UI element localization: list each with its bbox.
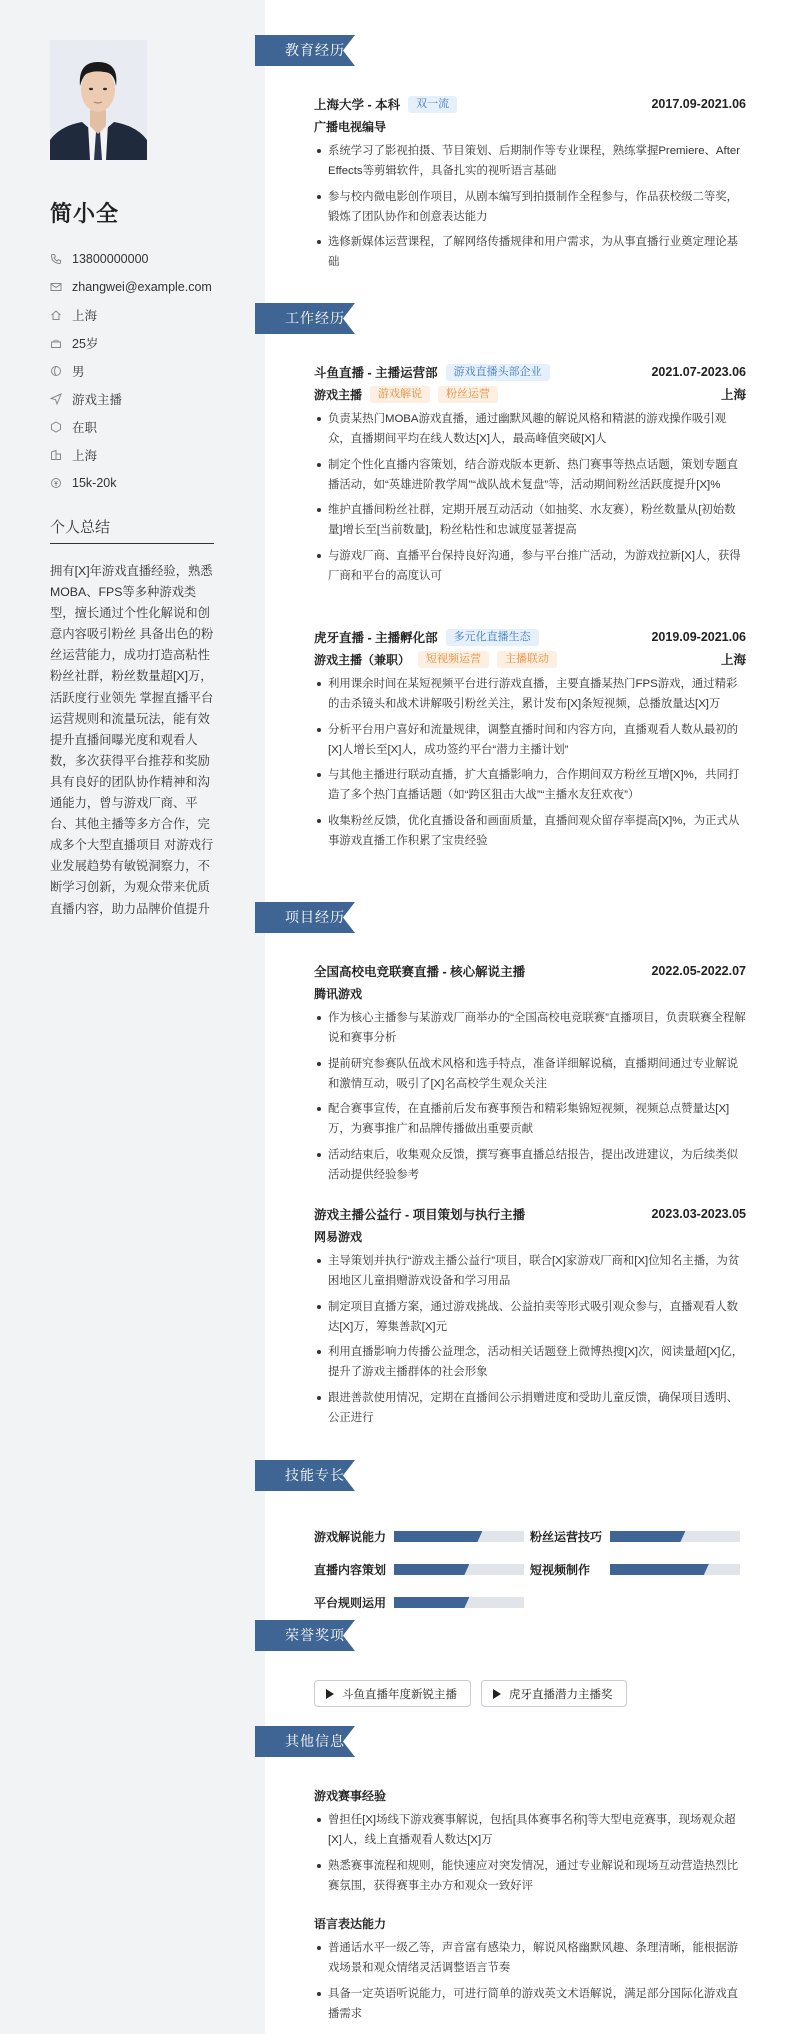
list-item: 普通话水平一级乙等，声音富有感染力，解说风格幽默风趣、条理清晰，能根据游戏场景和观众情绪灵活调整语言节奏: [314, 1938, 746, 1979]
skill-bar: [394, 1597, 524, 1608]
info-salary: [50, 469, 250, 497]
work-bullets: [314, 674, 746, 851]
skill-name: 平台规则运用: [314, 1596, 387, 1610]
other-entry-1: [314, 1784, 746, 1901]
skill-bar-fill: [394, 1597, 469, 1608]
skill-bar-fill: [610, 1564, 709, 1575]
section-title-other: 其他信息: [285, 1733, 345, 1749]
project-entry-1: [314, 960, 746, 1190]
info-phone: [50, 245, 250, 273]
role-tag: 主播联动: [497, 651, 557, 668]
info-location: [50, 301, 250, 329]
award-badge: [481, 1680, 627, 1707]
gender-text: 男: [72, 365, 85, 379]
work-entry-1: [314, 361, 746, 591]
project-org: 网易游戏: [314, 1229, 363, 1244]
list-item: 配合赛事宣传，在直播前后发布赛事预告和精彩集锦短视频，视频总点赞量达[X]万，为赛事推广和品牌传播做出重要贡献: [314, 1099, 746, 1140]
section-title-skills: 技能专长: [285, 1467, 345, 1483]
other-subtitle: 游戏赛事经验: [314, 1788, 387, 1803]
work-bullets: [314, 409, 746, 586]
list-item: 与游戏厂商、直播平台保持良好沟通，参与平台推广活动，为游戏拉新[X]人，获得厂商和平台的高度认可: [314, 546, 746, 587]
salary-icon: [50, 477, 62, 489]
company-tag: 多元化直播生态: [446, 629, 539, 646]
project-org: 腾讯游戏: [314, 986, 363, 1001]
skill-item: [314, 1528, 530, 1545]
section-header-projects: [255, 902, 355, 933]
play-triangle-icon: [326, 1689, 334, 1699]
avatar: [50, 40, 147, 160]
list-item: 利用课余时间在某短视频平台进行游戏直播，主要直播某热门FPS游戏，通过精彩的击杀镜头和战术讲解吸引粉丝关注，累计发布[X]条短视频，总播放量达[X]万: [314, 674, 746, 715]
skill-item: [530, 1528, 746, 1545]
job-role: 游戏主播（兼职）: [314, 652, 411, 667]
candidate-name: 简小全: [50, 201, 120, 226]
section-header-skills: [255, 1460, 355, 1491]
email-text: zhangwei@example.com: [72, 280, 212, 294]
summary-divider: [50, 543, 214, 544]
status-icon: [50, 421, 62, 433]
list-item: 与其他主播进行联动直播，扩大直播影响力，合作期间双方粉丝互增[X]%，共同打造了多个热门直播话题（如“跨区狙击大战”“主播水友狂欢夜”）: [314, 765, 746, 806]
major: 广播电视编导: [314, 119, 387, 134]
info-age: [50, 329, 250, 357]
section-title-projects: 项目经历: [285, 909, 345, 925]
section-header-education: [255, 35, 355, 66]
phone-icon: [50, 253, 62, 265]
list-item: 作为核心主播参与某游戏厂商举办的“全国高校电竞联赛”直播项目，负责联赛全程解说和赛事分析: [314, 1008, 746, 1049]
education-date: 2017.09-2021.06: [651, 97, 746, 111]
education-bullets: [314, 141, 746, 273]
list-item: 制定项目直播方案，通过游戏挑战、公益拍卖等形式吸引观众参与，直播观看人数达[X]万，筹集善款[X]元: [314, 1297, 746, 1338]
list-item: 参与校内微电影创作项目，从剧本编写到拍摄制作全程参与，作品获校级二等奖，锻炼了团队协作和创意表达能力: [314, 187, 746, 228]
email-icon: [50, 281, 62, 293]
list-item: 活动结束后，收集观众反馈，撰写赛事直播总结报告，提出改进建议，为后续类似活动提供经验参考: [314, 1145, 746, 1186]
company-name: 虎牙直播 - 主播孵化部: [314, 631, 438, 645]
list-item: 曾担任[X]场线下游戏赛事解说，包括[具体赛事名称]等大型电竞赛事，现场观众超[X]人，线上直播观看人数达[X]万: [314, 1810, 746, 1851]
status-text: 在职: [72, 421, 98, 435]
skill-name: 直播内容策划: [314, 1563, 387, 1577]
work-date: 2021.07-2023.06: [651, 365, 746, 379]
skill-bar: [394, 1531, 524, 1542]
gender-icon: [50, 365, 62, 377]
award-badge: [314, 1680, 471, 1707]
location-icon: [50, 309, 62, 321]
skill-name: 游戏解说能力: [314, 1530, 387, 1544]
work-date: 2019.09-2021.06: [651, 630, 746, 644]
skill-bar: [394, 1564, 524, 1575]
list-item: 具备一定英语听说能力，可进行简单的游戏英文术语解说，满足部分国际化游戏直播需求: [314, 1984, 746, 2025]
skill-bar: [610, 1564, 740, 1575]
project-date: 2022.05-2022.07: [651, 964, 746, 978]
skill-bar-fill: [394, 1564, 469, 1575]
skill-item: [314, 1561, 530, 1578]
city-icon: [50, 449, 62, 461]
awards-list: [314, 1680, 637, 1707]
list-item: 收集粉丝反馈，优化直播设备和画面质量，直播间观众留存率提高[X]%，为正式从事游戏直播工作积累了宝贵经验: [314, 811, 746, 852]
age-icon: [50, 337, 62, 349]
skill-bar-fill: [394, 1531, 482, 1542]
role-tag: 游戏解说: [370, 386, 430, 403]
skill-name: 粉丝运营技巧: [530, 1530, 603, 1544]
work-city: 上海: [720, 653, 746, 667]
project-bullets: [314, 1251, 746, 1428]
play-triangle-icon: [493, 1689, 501, 1699]
list-item: 系统学习了影视拍摄、节目策划、后期制作等专业课程，熟练掌握Premiere、After Effects等剪辑软件，具备扎实的视听语言基础: [314, 141, 746, 182]
location-text: 上海: [72, 309, 98, 323]
list-item: 跟进善款使用情况，定期在直播间公示捐赠进度和受助儿童反馈，确保项目透明、公正进行: [314, 1388, 746, 1429]
age-text: 25岁: [72, 337, 99, 351]
section-title-work: 工作经历: [285, 310, 345, 326]
target-job-text: 游戏主播: [72, 393, 123, 407]
work-entry-2: [314, 626, 746, 856]
project-title: 游戏主播公益行 - 项目策划与执行主播: [314, 1208, 526, 1222]
role-tag: 短视频运营: [418, 651, 489, 668]
section-header-awards: [255, 1620, 355, 1651]
other-bullets: [314, 1810, 746, 1896]
list-item: 主导策划并执行“游戏主播公益行”项目，联合[X]家游戏厂商和[X]位知名主播，为贫困地区儿童捐赠游戏设备和学习用品: [314, 1251, 746, 1292]
skill-name: 短视频制作: [530, 1563, 591, 1577]
skill-item: [314, 1594, 536, 1611]
info-target-job: [50, 385, 250, 413]
job-role: 游戏主播: [314, 387, 363, 402]
education-entry: [314, 93, 746, 278]
list-item: 提前研究参赛队伍战术风格和选手特点，准备详细解说稿，直播期间通过专业解说和激情互动，吸引了[X]名高校学生观众关注: [314, 1054, 746, 1095]
section-header-work: [255, 303, 355, 334]
section-title-education: 教育经历: [285, 42, 345, 58]
info-email: [50, 273, 250, 301]
project-title: 全国高校电竞联赛直播 - 核心解说主播: [314, 965, 526, 979]
skill-item: [530, 1561, 746, 1578]
other-subtitle: 语言表达能力: [314, 1916, 387, 1931]
company-name: 斗鱼直播 - 主播运营部: [314, 366, 438, 380]
info-status: [50, 413, 250, 441]
skill-bar: [610, 1531, 740, 1542]
list-item: 制定个性化直播内容策划，结合游戏版本更新、热门赛事等热点话题，策划专题直播活动，如“英雄进阶教学周”“战队战术复盘”等，活动期间粉丝活跃度提升[X]%: [314, 455, 746, 496]
list-item: 熟悉赛事流程和规则，能快速应对突发情况，通过专业解说和现场互动营造热烈比赛氛围，获得赛事主办方和观众一致好评: [314, 1856, 746, 1897]
school-tag: 双一流: [408, 96, 457, 113]
salary-text: 15k-20k: [72, 476, 117, 490]
contact-info-list: [50, 245, 250, 497]
city-text: 上海: [72, 449, 98, 463]
summary-text: 拥有[X]年游戏直播经验，熟悉MOBA、FPS等多种游戏类型，擅长通过个性化解说和创意内容吸引粉丝 具备出色的粉丝运营能力，成功打造高粘性粉丝社群，粉丝数量超[X]万，活跃度行业领先 掌握直播平台运营规则和流量玩法，能有效提升直播间曝光度和观看人数，多次获得平台推荐和奖励 具有良好的团队协作精神和沟通能力，曾与游戏厂商、平台、其他主播等多方合作，完成多个大型直播项目 对游戏行业发展趋势有敏锐洞察力，不断学习创新，为观众带来优质直播内容，助力品牌价值提升: [50, 564, 214, 916]
role-tag: 粉丝运营: [438, 386, 498, 403]
work-city: 上海: [720, 388, 746, 402]
section-title-awards: 荣誉奖项: [285, 1627, 345, 1643]
award-label: 虎牙直播潜力主播奖: [509, 1688, 613, 1701]
list-item: 维护直播间粉丝社群，定期开展互动活动（如抽奖、水友赛），粉丝数量从[初始数量]增长至[当前数量]，粉丝粘性和忠诚度显著提高: [314, 500, 746, 541]
project-bullets: [314, 1008, 746, 1185]
target-job-icon: [50, 393, 62, 405]
phone-text: 13800000000: [72, 252, 149, 266]
info-city: [50, 441, 250, 469]
main-content: [265, 0, 794, 2034]
list-item: 利用直播影响力传播公益理念，活动相关话题登上微博热搜[X]次，阅读量超[X]亿，提升了游戏主播群体的社会形象: [314, 1342, 746, 1383]
sidebar: [0, 0, 265, 2034]
project-entry-2: [314, 1203, 746, 1433]
summary-title: 个人总结: [50, 519, 111, 536]
award-label: 斗鱼直播年度新锐主播: [342, 1688, 457, 1701]
list-item: 选修新媒体运营课程，了解网络传播规律和用户需求，为从事直播行业奠定理论基础: [314, 232, 746, 273]
project-date: 2023.03-2023.05: [651, 1207, 746, 1221]
info-gender: [50, 357, 250, 385]
skill-bar-fill: [610, 1531, 685, 1542]
other-bullets: [314, 1938, 746, 2024]
skills-grid: [314, 1520, 746, 1619]
company-tag: 游戏直播头部企业: [446, 364, 550, 381]
list-item: 负责某热门MOBA游戏直播，通过幽默风趣的解说风格和精湛的游戏操作吸引观众，直播期间平均在线人数达[X]人，最高峰值突破[X]人: [314, 409, 746, 450]
section-header-other: [255, 1726, 355, 1757]
other-entry-2: [314, 1912, 746, 2029]
school-name: 上海大学 - 本科: [314, 98, 401, 112]
list-item: 分析平台用户喜好和流量规律，调整直播时间和内容方向，直播观看人数从最初的[X]人增长至[X]人，成功签约平台“潜力主播计划”: [314, 720, 746, 761]
